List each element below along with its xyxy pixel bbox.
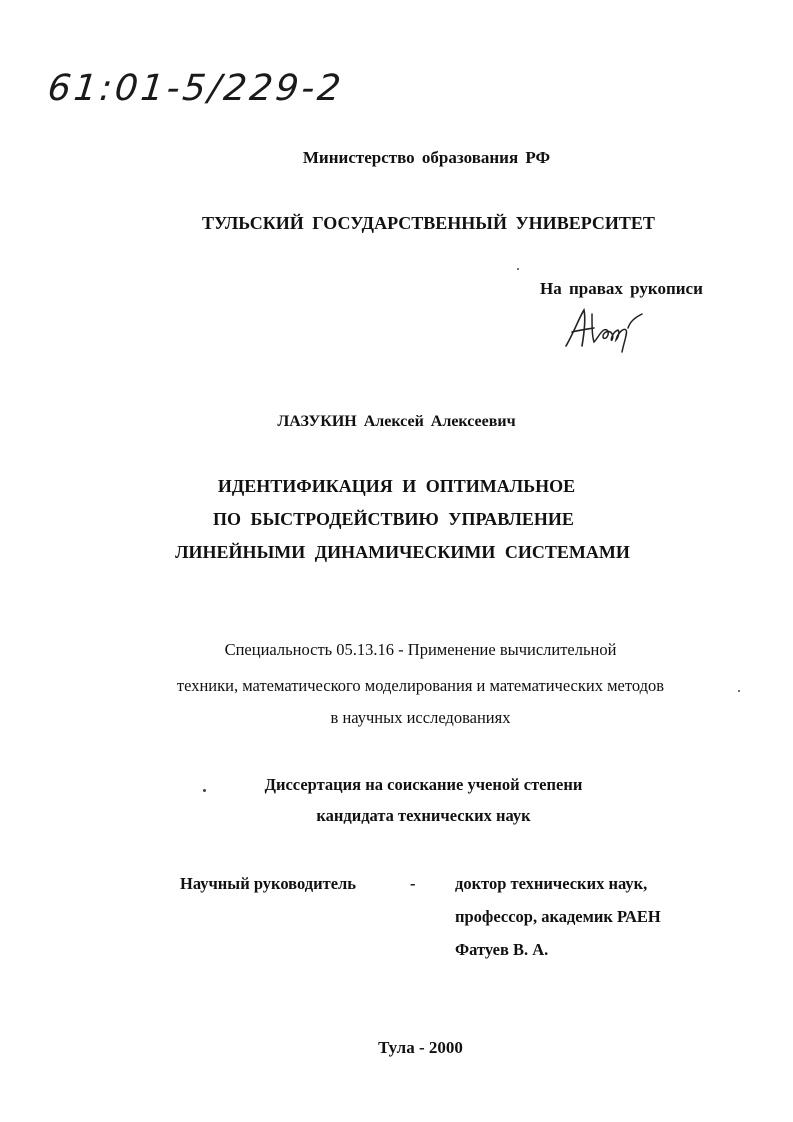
specialty-line: в научных исследованиях [330, 708, 511, 727]
supervisor-label: Научный руководитель [180, 874, 356, 893]
supervisor-title: профессор, академик РАЕН [455, 907, 661, 926]
dissertation-line: Диссертация на соискание ученой степени [264, 775, 583, 794]
specialty-line: техники, математического моделирования и математических методов [176, 676, 665, 695]
rights-note: На правах рукописи [540, 279, 703, 298]
specialty-line: Специальность 05.13.16 - Применение вычислительной [224, 640, 617, 659]
supervisor-dash: - [410, 874, 416, 893]
scan-speck [517, 268, 519, 270]
author-name: ЛАЗУКИН Алексей Алексеевич [277, 413, 516, 430]
title-line: ПО БЫСТРОДЕЙСТВИЮ УПРАВЛЕНИЕ [213, 509, 574, 529]
title-line: ЛИНЕЙНЫМИ ДИНАМИЧЕСКИМИ СИСТЕМАМИ [175, 542, 630, 562]
scan-speck [203, 789, 206, 792]
university-heading: ТУЛЬСКИЙ ГОСУДАРСТВЕННЫЙ УНИВЕРСИТЕТ [202, 213, 655, 233]
title-line: ИДЕНТИФИКАЦИЯ И ОПТИМАЛЬНОЕ [217, 476, 576, 496]
ministry-heading: Министерство образования РФ [302, 148, 551, 167]
supervisor-name: Фатуев В. А. [455, 940, 549, 959]
dissertation-line: кандидата технических наук [316, 806, 531, 825]
supervisor-degree: доктор технических наук, [455, 874, 648, 893]
handwritten-signature [562, 302, 652, 358]
scan-speck [738, 690, 740, 692]
city-year: Тула - 2000 [378, 1038, 463, 1057]
archive-code: 61:01-5/229-2 [45, 68, 346, 109]
